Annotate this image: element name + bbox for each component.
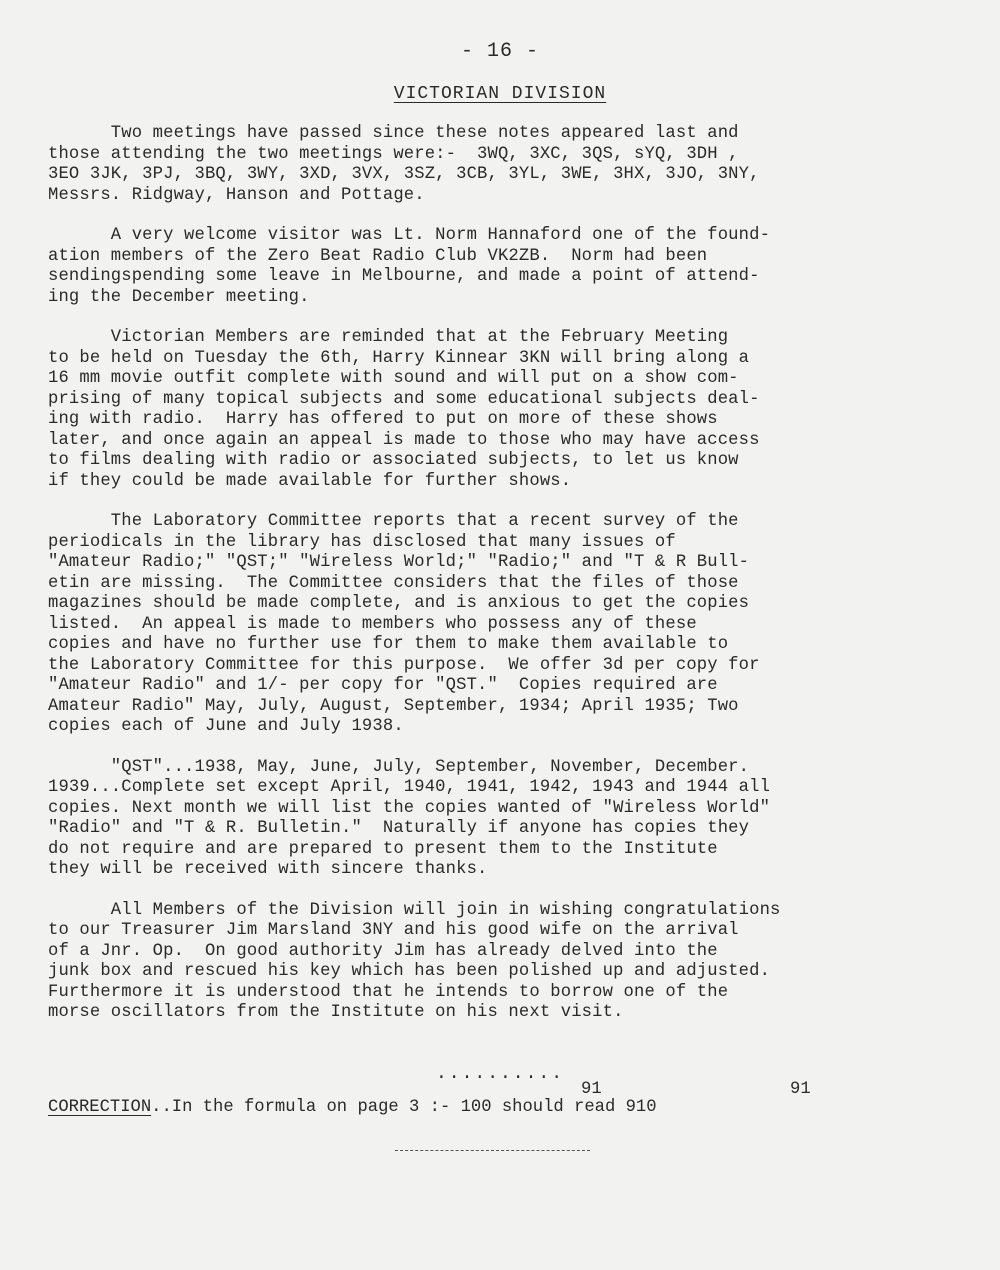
paragraph-line: A very welcome visitor was Lt. Norm Hannaford one of the found- — [48, 226, 771, 245]
paragraph-line: of a Jnr. Op. On good authority Jim has already delved into the — [48, 941, 718, 961]
formula-numerator-2: 91 — [790, 1080, 811, 1099]
paragraph-line: prising of many topical subjects and some educational subjects deal- — [48, 389, 760, 409]
closing-rule — [395, 1150, 590, 1151]
paragraph-line: The Laboratory Committee reports that a recent survey of the — [48, 512, 739, 531]
paragraph — [48, 226, 953, 308]
paragraph-line: to our Treasurer Jim Marsland 3NY and his good wife on the arrival — [48, 921, 739, 940]
paragraph-line: copies. Next month we will list the copies wanted of "Wireless World" — [48, 798, 771, 818]
paragraph-line: Amateur Radio" May, July, August, September, 1934; April 1935; Two — [48, 696, 739, 716]
paragraph-line: periodicals in the library has disclosed that many issues of — [48, 532, 676, 552]
paragraph-line: ing the December meeting. — [48, 287, 310, 307]
paragraph-line: sendingspending some leave in Melbourne, and made a point of attend- — [48, 267, 760, 286]
paragraph-line: Furthermore it is understood that he intends to borrow one of the — [48, 982, 729, 1002]
paragraph-line: do not require and are prepared to present them to the Institute — [48, 839, 718, 859]
correction-line — [48, 1098, 657, 1117]
correction-text: ..In the formula on page 3 :- 100 should read 910 — [151, 1098, 657, 1117]
paragraph-line: 3EO 3JK, 3PJ, 3BQ, 3WY, 3XD, 3VX, 3SZ, 3CB, 3YL, 3WE, 3HX, 3JO, 3NY, — [48, 165, 760, 184]
paragraph-line: "Radio" and "T & R. Bulletin." Naturally if anyone has copies they — [48, 819, 750, 838]
paragraph-line: Victorian Members are reminded that at the February Meeting — [48, 328, 729, 347]
correction-label: CORRECTION — [48, 1098, 152, 1117]
paragraph-line: etin are missing. The Committee considers that the files of those — [48, 573, 739, 593]
paragraph-line: ing with radio. Harry has offered to put on more of these shows — [48, 410, 718, 429]
paragraph-line: later, and once again an appeal is made to those who may have access — [48, 430, 760, 450]
paragraph-line: to be held on Tuesday the 6th, Harry Kinnear 3KN will bring along a — [48, 348, 750, 368]
paragraph-line: "Amateur Radio" and 1/- per copy for "QST." Copies required are — [48, 676, 718, 695]
paragraph-line: copies each of June and July 1938. — [48, 717, 404, 736]
paragraph-line: Two meetings have passed since these notes appeared last and — [48, 124, 739, 143]
paragraph — [48, 512, 953, 738]
paragraph-line: they will be received with sincere thanks. — [48, 860, 488, 879]
formula-numerator-1: 91 — [581, 1080, 602, 1099]
paragraph — [48, 328, 953, 492]
paragraph-line: "Amateur Radio;" "QST;" "Wireless World;" "Radio;" and "T & R Bull- — [48, 553, 750, 572]
paragraph-line: 1939...Complete set except April, 1940, 1941, 1942, 1943 and 1944 all — [48, 778, 771, 797]
page-number: - 16 - — [460, 40, 539, 63]
section-heading-text: VICTORIAN DIVISION — [393, 84, 607, 104]
separator-dots: .......... — [435, 1064, 565, 1084]
paragraph-line: 16 mm movie outfit complete with sound and will put on a show com- — [48, 369, 739, 388]
paragraph-line: morse oscillators from the Institute on his next visit. — [48, 1003, 624, 1022]
paragraph-line: copies and have no further use for them to make them available to — [48, 635, 729, 654]
paragraph-line: ation members of the Zero Beat Radio Club VK2ZB. Norm had been — [48, 246, 708, 266]
paragraph-line: magazines should be made complete, and is anxious to get the copies — [48, 594, 750, 613]
paragraph-line: to films dealing with radio or associated subjects, to let us know — [48, 451, 739, 470]
body-text — [48, 124, 953, 1044]
section-heading — [0, 84, 1000, 104]
paragraph-line: All Members of the Division will join in wishing congratulations — [48, 900, 781, 920]
paragraph — [48, 901, 953, 1024]
paragraph-line: the Laboratory Committee for this purpose. We offer 3d per copy for — [48, 655, 760, 675]
paragraph-line: those attending the two meetings were:- 3WQ, 3XC, 3QS, sYQ, 3DH , — [48, 144, 739, 164]
paragraph — [48, 124, 953, 206]
correction-note — [48, 1080, 953, 1130]
paragraph-line: "QST"...1938, May, June, July, September, November, December. — [48, 757, 750, 777]
paragraph — [48, 758, 953, 881]
paragraph-line: listed. An appeal is made to members who possess any of these — [48, 614, 697, 634]
paragraph-line: Messrs. Ridgway, Hanson and Pottage. — [48, 185, 425, 205]
paragraph-line: junk box and rescued his key which has been polished up and adjusted. — [48, 962, 771, 981]
paragraph-line: if they could be made available for further shows. — [48, 471, 572, 491]
